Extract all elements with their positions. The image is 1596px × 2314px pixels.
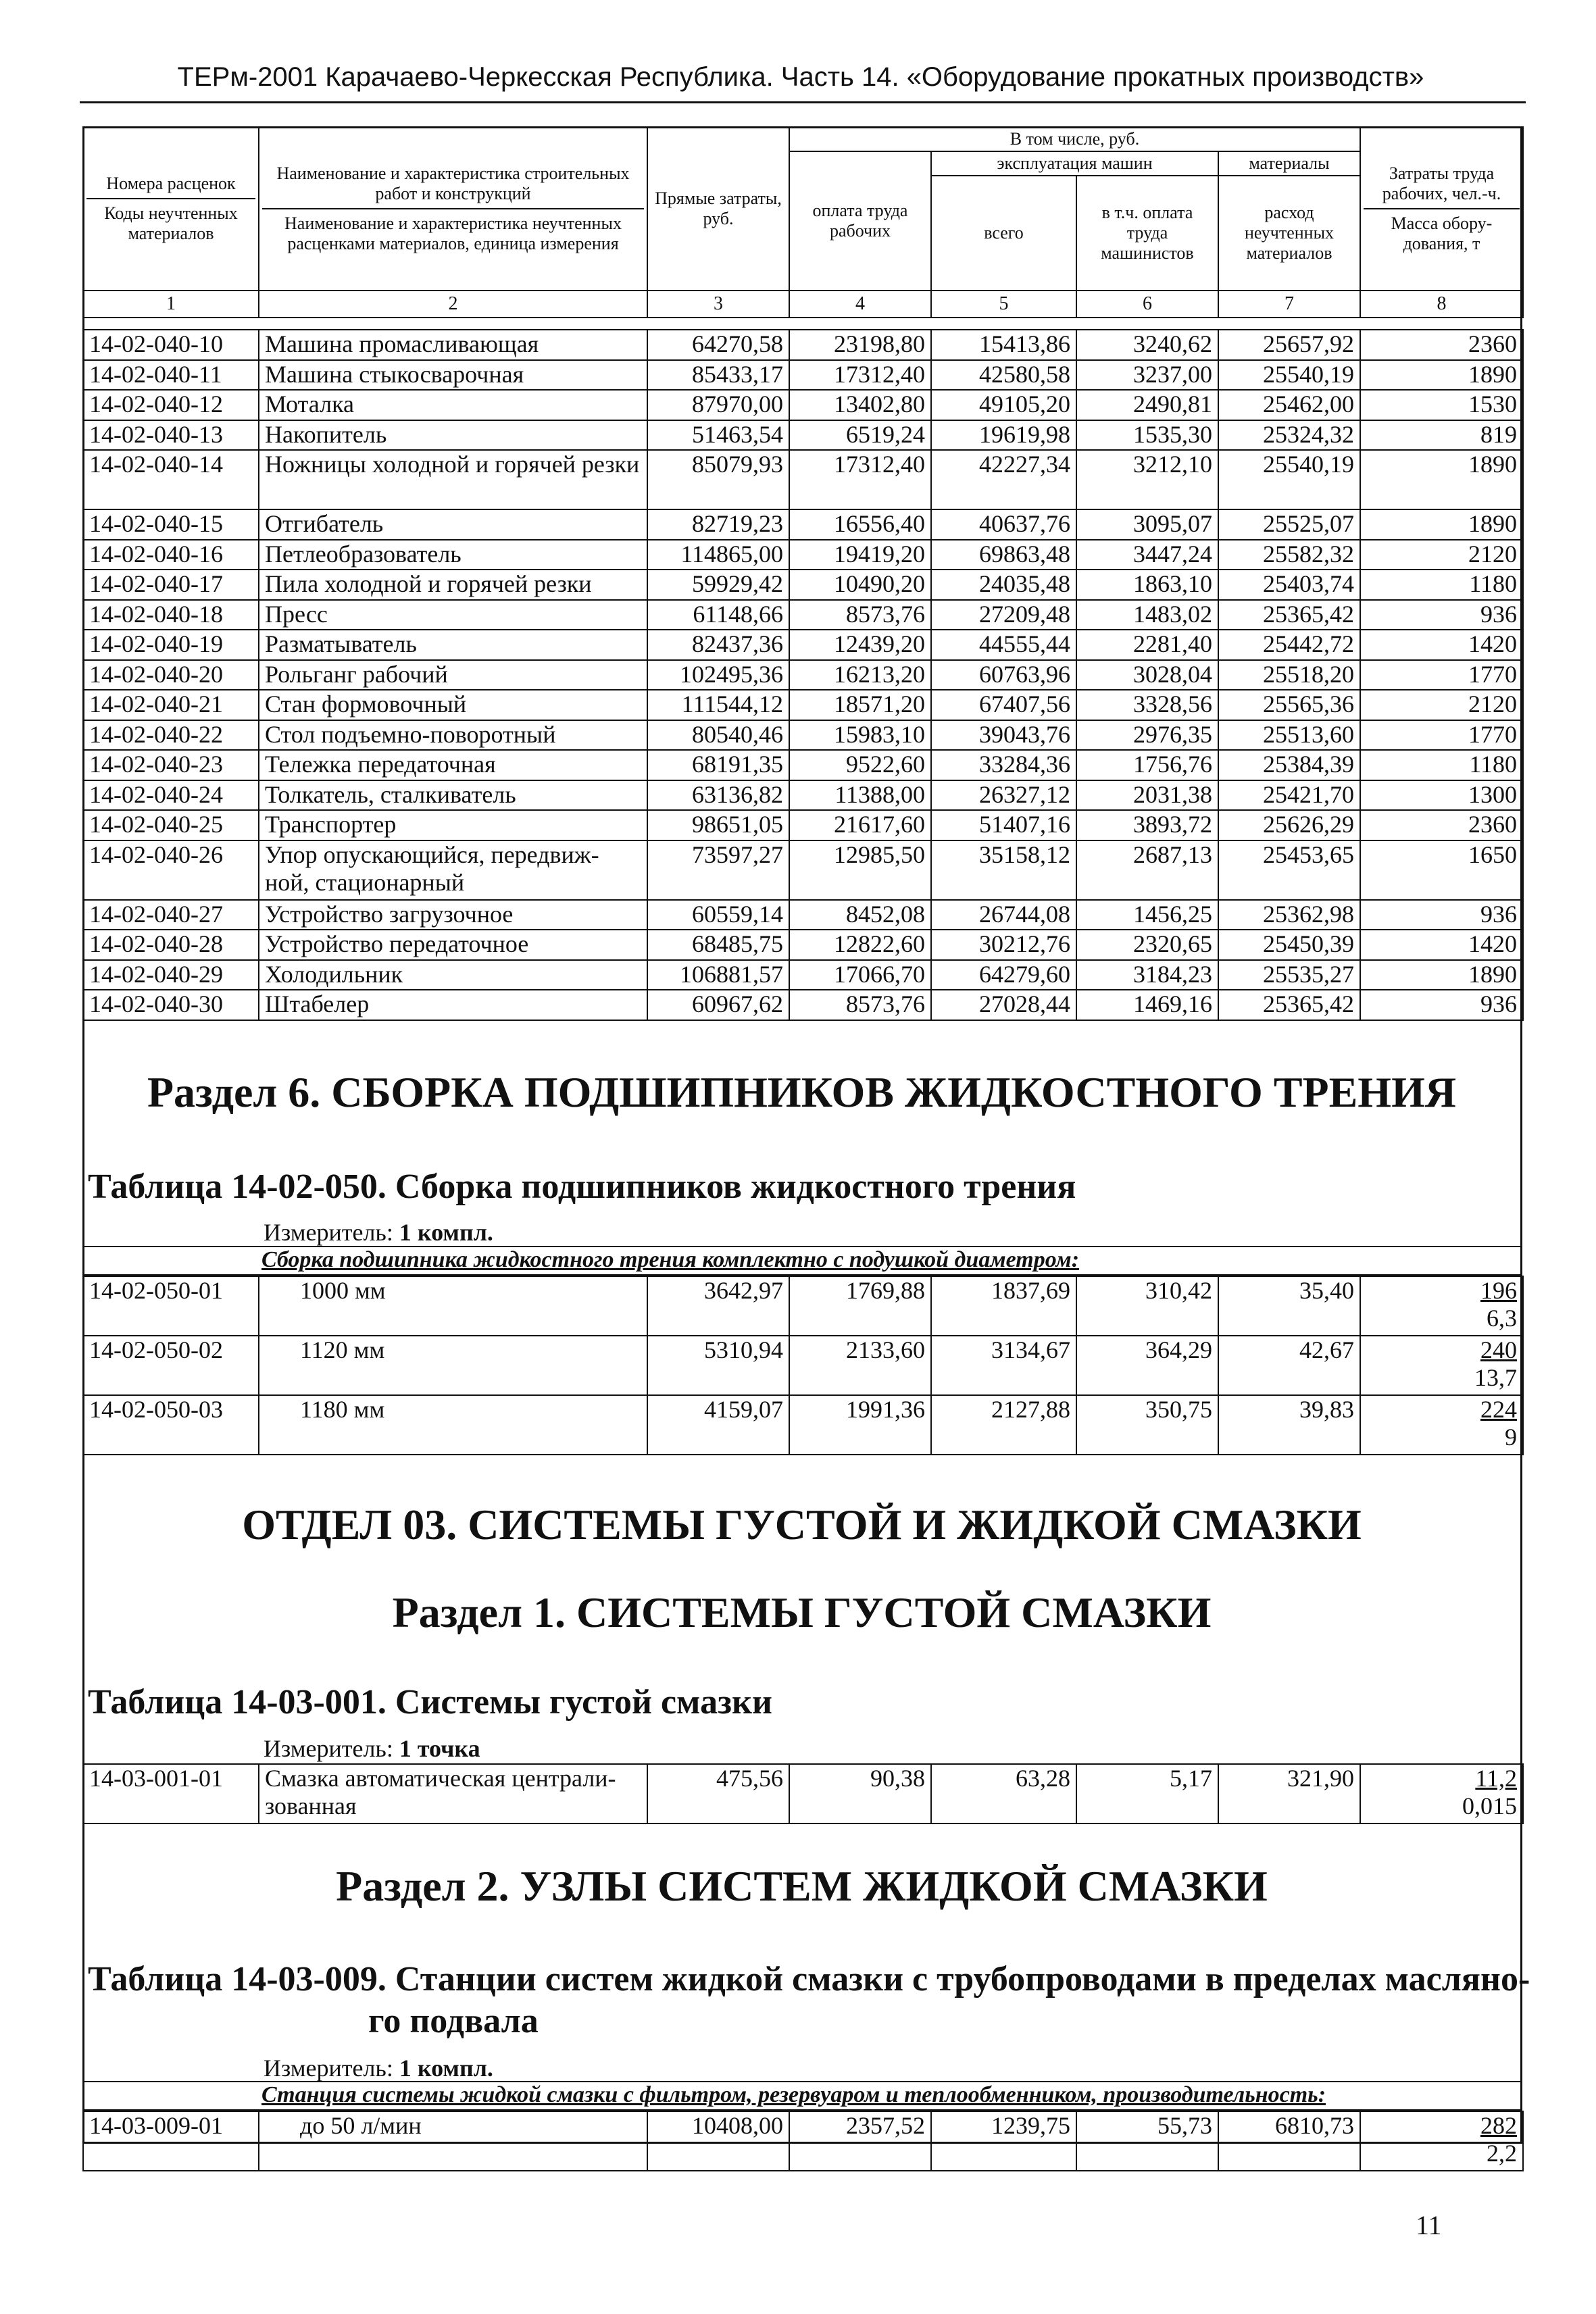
operator-pay: 3095,07 [1076, 509, 1218, 540]
measure-label: Измеритель: 1 компл. [264, 1219, 493, 1246]
rate-name: Пила холодной и горячей резки [259, 570, 647, 600]
worker-pay: 1769,88 [789, 1276, 931, 1336]
labor-hours: 1890 [1360, 509, 1523, 540]
rate-code: 14-02-040-30 [83, 990, 259, 1020]
operator-pay: 364,29 [1076, 1336, 1218, 1395]
operator-pay: 3028,04 [1076, 660, 1218, 690]
rate-code: 14-02-040-25 [83, 810, 259, 840]
dept03-title: ОТДЕЛ 03. СИСТЕМЫ ГУСТОЙ И ЖИДКОЙ СМАЗКИ [242, 1501, 1362, 1549]
rate-code: 14-02-040-29 [83, 960, 259, 990]
machines-total: 42580,58 [931, 360, 1076, 391]
worker-pay: 13402,80 [789, 390, 931, 420]
labor-hours: 1300 [1360, 780, 1523, 811]
col-labor-header: Затраты труда рабочих, чел.-ч. Масса обору-дования, т [1360, 127, 1523, 291]
worker-pay: 15983,10 [789, 720, 931, 751]
rate-code: 14-02-040-13 [83, 420, 259, 451]
rate-code: 14-03-009-01 [83, 2111, 259, 2171]
material-use: 25365,42 [1218, 600, 1360, 630]
operator-pay: 2281,40 [1076, 630, 1218, 660]
table-14-03-009-title-cont: го подвала [368, 2002, 539, 2040]
table-row [83, 660, 1523, 690]
machines-total: 2127,88 [931, 1395, 1076, 1455]
operator-pay: 1535,30 [1076, 420, 1218, 451]
col-number: 6 [1076, 291, 1218, 318]
machines-total: 27209,48 [931, 600, 1076, 630]
rate-code: 14-02-040-15 [83, 509, 259, 540]
operator-pay: 2687,13 [1076, 840, 1218, 900]
rate-code: 14-02-040-26 [83, 840, 259, 900]
worker-pay: 23198,80 [789, 330, 931, 360]
worker-pay: 10490,20 [789, 570, 931, 600]
col-number: 5 [931, 291, 1076, 318]
rate-name: Холодильник [259, 960, 647, 990]
table-row [83, 630, 1523, 660]
direct-cost: 102495,36 [647, 660, 789, 690]
table-row [83, 330, 1523, 360]
labor-hours: 1770 [1360, 660, 1523, 690]
rate-name: Устройство загрузочное [259, 900, 647, 930]
col-number: 4 [789, 291, 931, 318]
table-row [83, 840, 1523, 900]
operator-pay: 3212,10 [1076, 450, 1218, 509]
operator-pay: 1483,02 [1076, 600, 1218, 630]
material-use: 25540,19 [1218, 450, 1360, 509]
operator-pay: 3893,72 [1076, 810, 1218, 840]
table-row [83, 540, 1523, 570]
operator-pay: 3328,56 [1076, 690, 1218, 720]
rates-table [82, 329, 1524, 1021]
material-use: 25450,39 [1218, 930, 1360, 960]
rate-name: Разматыватель [259, 630, 647, 660]
material-use: 25421,70 [1218, 780, 1360, 811]
operator-pay: 2320,65 [1076, 930, 1218, 960]
rate-code: 14-02-050-02 [83, 1336, 259, 1395]
rate-code: 14-02-040-10 [83, 330, 259, 360]
col-material-use-header: расход неучтенных материалов [1218, 176, 1360, 291]
material-use: 25453,65 [1218, 840, 1360, 900]
worker-pay: 12822,60 [789, 930, 931, 960]
rate-code: 14-02-040-19 [83, 630, 259, 660]
labor-mass: $\frac{240}{13,7}$ [1360, 1336, 1523, 1395]
worker-pay: 19419,20 [789, 540, 931, 570]
table-row [83, 1336, 1523, 1395]
labor-hours: 1180 [1360, 750, 1523, 780]
labor-hours: 1420 [1360, 630, 1523, 660]
material-use: 25324,32 [1218, 420, 1360, 451]
operator-pay: 2976,35 [1076, 720, 1218, 751]
direct-cost: 60559,14 [647, 900, 789, 930]
table-14-03-009-title: Таблица 14-03-009. Станции систем жидкой смазки с трубопроводами в пределах масляно- [88, 1960, 1530, 1998]
rate-code: 14-02-040-11 [83, 360, 259, 391]
table-row [83, 1395, 1523, 1455]
section2-title: Раздел 2. УЗЛЫ СИСТЕМ ЖИДКОЙ СМАЗКИ [336, 1862, 1268, 1910]
machines-total: 26744,08 [931, 900, 1076, 930]
rate-name: Штабелер [259, 990, 647, 1020]
col-name-header: Наименование и характеристика строительных работ и конструкций Наименование и характеристика неучтенных расценками материалов, единица измерения [259, 127, 647, 291]
labor-hours: 2360 [1360, 330, 1523, 360]
table-row [83, 690, 1523, 720]
material-use: 25582,32 [1218, 540, 1360, 570]
rate-name: 1000 мм [259, 1276, 647, 1336]
machines-total: 44555,44 [931, 630, 1076, 660]
col-number: 3 [647, 291, 789, 318]
worker-pay: 1991,36 [789, 1395, 931, 1455]
operator-pay: 310,42 [1076, 1276, 1218, 1336]
material-use: 25540,19 [1218, 360, 1360, 391]
table-row [83, 1276, 1523, 1336]
direct-cost: 82437,36 [647, 630, 789, 660]
labor-hours: 1420 [1360, 930, 1523, 960]
rate-name: Петлеобразователь [259, 540, 647, 570]
direct-cost: 64270,58 [647, 330, 789, 360]
rate-code: 14-02-040-21 [83, 690, 259, 720]
col-number: 8 [1360, 291, 1523, 318]
direct-cost: 98651,05 [647, 810, 789, 840]
direct-cost: 60967,62 [647, 990, 789, 1020]
worker-pay: 90,38 [789, 1764, 931, 1823]
worker-pay: 18571,20 [789, 690, 931, 720]
rate-name: Машина промасливающая [259, 330, 647, 360]
page-number: 11 [1416, 2210, 1442, 2240]
direct-cost: 111544,12 [647, 690, 789, 720]
labor-mass: $\frac{196}{6,3}$ [1360, 1276, 1523, 1336]
machines-total: 26327,12 [931, 780, 1076, 811]
machines-total: 1239,75 [931, 2111, 1076, 2171]
material-use: 42,67 [1218, 1336, 1360, 1395]
subhead-station: Станция системы жидкой смазки с фильтром, резервуаром и теплообменником, производительность: [82, 2081, 1522, 2111]
rate-code: 14-02-040-23 [83, 750, 259, 780]
rate-name: 1180 мм [259, 1395, 647, 1455]
labor-hours: 1180 [1360, 570, 1523, 600]
machines-total: 3134,67 [931, 1336, 1076, 1395]
labor-mass: $\frac{224}{9}$ [1360, 1395, 1523, 1455]
col-machines-total-header: всего [931, 176, 1076, 291]
col-number: 7 [1218, 291, 1360, 318]
table-row [83, 2111, 1523, 2171]
rate-code: 14-02-040-17 [83, 570, 259, 600]
machines-total: 49105,20 [931, 390, 1076, 420]
rate-code: 14-02-040-18 [83, 600, 259, 630]
worker-pay: 17312,40 [789, 450, 931, 509]
labor-hours: 1890 [1360, 960, 1523, 990]
machines-total: 39043,76 [931, 720, 1076, 751]
rate-name: Машина стыкосварочная [259, 360, 647, 391]
machines-total: 60763,96 [931, 660, 1076, 690]
operator-pay: 350,75 [1076, 1395, 1218, 1455]
subhead-bearing: Сборка подшипника жидкостного трения комплектно с подушкой диаметром: [82, 1246, 1522, 1276]
direct-cost: 82719,23 [647, 509, 789, 540]
rate-code: 14-02-050-03 [83, 1395, 259, 1455]
col-operator-pay-header: в т.ч. оплата труда машинистов [1076, 176, 1218, 291]
worker-pay: 8573,76 [789, 990, 931, 1020]
page-header: ТЕРм-2001 Карачаево-Черкесская Республика. Часть 14. «Оборудование прокатных производств» [177, 62, 1424, 92]
rate-name: Тележка передаточная [259, 750, 647, 780]
rate-name: Стол подъемно-поворотный [259, 720, 647, 751]
rate-code: 14-02-040-24 [83, 780, 259, 811]
table-14-03-001 [82, 1763, 1524, 1824]
worker-pay: 16213,20 [789, 660, 931, 690]
labor-hours: 936 [1360, 990, 1523, 1020]
operator-pay: 1456,25 [1076, 900, 1218, 930]
worker-pay: 12985,50 [789, 840, 931, 900]
operator-pay: 3237,00 [1076, 360, 1218, 391]
direct-cost: 85079,93 [647, 450, 789, 509]
material-use: 6810,73 [1218, 2111, 1360, 2171]
direct-cost: 59929,42 [647, 570, 789, 600]
table-14-03-001-title: Таблица 14-03-001. Системы густой смазки [88, 1683, 772, 1721]
operator-pay: 1756,76 [1076, 750, 1218, 780]
rate-name: 1120 мм [259, 1336, 647, 1395]
rate-code: 14-02-040-28 [83, 930, 259, 960]
rate-name: до 50 л/мин [259, 2111, 647, 2171]
worker-pay: 9522,60 [789, 750, 931, 780]
rate-code: 14-02-040-14 [83, 450, 259, 509]
worker-pay: 12439,20 [789, 630, 931, 660]
material-use: 25384,39 [1218, 750, 1360, 780]
labor-mass: $\frac{11,2}{0,015}$ [1360, 1764, 1523, 1823]
table-14-03-009 [82, 2111, 1524, 2171]
table-14-02-050-title: Таблица 14-02-050. Сборка подшипников жидкостного трения [88, 1167, 1076, 1206]
table-row [83, 900, 1523, 930]
labor-hours: 2360 [1360, 810, 1523, 840]
operator-pay: 3184,23 [1076, 960, 1218, 990]
direct-cost: 68485,75 [647, 930, 789, 960]
worker-pay: 8573,76 [789, 600, 931, 630]
material-use: 25657,92 [1218, 330, 1360, 360]
worker-pay: 6519,24 [789, 420, 931, 451]
worker-pay: 17312,40 [789, 360, 931, 391]
machines-total: 15413,86 [931, 330, 1076, 360]
direct-cost: 3642,97 [647, 1276, 789, 1336]
operator-pay: 1863,10 [1076, 570, 1218, 600]
table-row [83, 1764, 1523, 1823]
worker-pay: 11388,00 [789, 780, 931, 811]
col-group-header: В том числе, руб. [789, 127, 1360, 151]
operator-pay: 5,17 [1076, 1764, 1218, 1823]
machines-total: 67407,56 [931, 690, 1076, 720]
machines-total: 33284,36 [931, 750, 1076, 780]
labor-hours: 2120 [1360, 540, 1523, 570]
labor-hours: 1770 [1360, 720, 1523, 751]
labor-hours: 936 [1360, 600, 1523, 630]
material-use: 25535,27 [1218, 960, 1360, 990]
labor-mass: $\frac{282}{2,2}$ [1360, 2111, 1523, 2171]
header-rule [80, 101, 1526, 103]
direct-cost: 63136,82 [647, 780, 789, 811]
col-number: 1 [83, 291, 259, 318]
rate-code: 14-03-001-01 [83, 1764, 259, 1823]
table-row [83, 360, 1523, 391]
material-use: 321,90 [1218, 1764, 1360, 1823]
material-use: 39,83 [1218, 1395, 1360, 1455]
rate-name: Накопитель [259, 420, 647, 451]
table-row [83, 390, 1523, 420]
rate-code: 14-02-040-27 [83, 900, 259, 930]
table-row [83, 750, 1523, 780]
direct-cost: 80540,46 [647, 720, 789, 751]
section6-title: Раздел 6. СБОРКА ПОДШИПНИКОВ ЖИДКОСТНОГО ТРЕНИЯ [147, 1068, 1457, 1116]
table-row [83, 420, 1523, 451]
col-worker-pay-header: оплата труда рабочих [789, 151, 931, 291]
machines-total: 69863,48 [931, 540, 1076, 570]
rate-code: 14-02-040-16 [83, 540, 259, 570]
table-row [83, 509, 1523, 540]
table-row [83, 570, 1523, 600]
labor-hours: 1890 [1360, 360, 1523, 391]
rate-name: Моталка [259, 390, 647, 420]
operator-pay: 3447,24 [1076, 540, 1218, 570]
machines-total: 51407,16 [931, 810, 1076, 840]
material-use: 25518,20 [1218, 660, 1360, 690]
rate-code: 14-02-040-20 [83, 660, 259, 690]
direct-cost: 87970,00 [647, 390, 789, 420]
table-row [83, 720, 1523, 751]
labor-hours: 1890 [1360, 450, 1523, 509]
machines-total: 1837,69 [931, 1276, 1076, 1336]
col-direct-cost-header: Прямые затраты, руб. [647, 127, 789, 291]
material-use: 25442,72 [1218, 630, 1360, 660]
labor-hours: 936 [1360, 900, 1523, 930]
operator-pay: 1469,16 [1076, 990, 1218, 1020]
worker-pay: 16556,40 [789, 509, 931, 540]
rate-name: Пресс [259, 600, 647, 630]
material-use: 25565,36 [1218, 690, 1360, 720]
direct-cost: 106881,57 [647, 960, 789, 990]
direct-cost: 73597,27 [647, 840, 789, 900]
machines-total: 64279,60 [931, 960, 1076, 990]
table-row [83, 990, 1523, 1020]
worker-pay: 8452,08 [789, 900, 931, 930]
labor-hours: 819 [1360, 420, 1523, 451]
table-14-02-050 [82, 1276, 1524, 1455]
rate-code: 14-02-050-01 [83, 1276, 259, 1336]
material-use: 25525,07 [1218, 509, 1360, 540]
worker-pay: 2133,60 [789, 1336, 931, 1395]
column-header-table [82, 126, 1524, 318]
table-row [83, 600, 1523, 630]
direct-cost: 10408,00 [647, 2111, 789, 2171]
direct-cost: 475,56 [647, 1764, 789, 1823]
table-row [83, 930, 1523, 960]
measure-label: Измеритель: 1 компл. [264, 2055, 493, 2082]
material-use: 35,40 [1218, 1276, 1360, 1336]
operator-pay: 2031,38 [1076, 780, 1218, 811]
direct-cost: 4159,07 [647, 1395, 789, 1455]
labor-hours: 1650 [1360, 840, 1523, 900]
labor-hours: 2120 [1360, 690, 1523, 720]
machines-total: 63,28 [931, 1764, 1076, 1823]
col-number: 2 [259, 291, 647, 318]
direct-cost: 85433,17 [647, 360, 789, 391]
rate-name: Ножницы холодной и горячей резки [259, 450, 647, 509]
table-row [83, 450, 1523, 509]
col-machines-header: эксплуатация машин [931, 151, 1218, 176]
rate-name: Смазка автоматическая централи-зованная [259, 1764, 647, 1823]
labor-hours: 1530 [1360, 390, 1523, 420]
measure-label: Измеритель: 1 точка [264, 1735, 480, 1762]
direct-cost: 5310,94 [647, 1336, 789, 1395]
rate-name: Устройство передаточное [259, 930, 647, 960]
section1-title: Раздел 1. СИСТЕМЫ ГУСТОЙ СМАЗКИ [392, 1588, 1212, 1636]
direct-cost: 68191,35 [647, 750, 789, 780]
worker-pay: 21617,60 [789, 810, 931, 840]
machines-total: 35158,12 [931, 840, 1076, 900]
material-use: 25403,74 [1218, 570, 1360, 600]
rate-name: Стан формовочный [259, 690, 647, 720]
rate-name: Упор опускающийся, передвиж-ной, стационарный [259, 840, 647, 900]
direct-cost: 51463,54 [647, 420, 789, 451]
direct-cost: 61148,66 [647, 600, 789, 630]
worker-pay: 17066,70 [789, 960, 931, 990]
worker-pay: 2357,52 [789, 2111, 931, 2171]
material-use: 25362,98 [1218, 900, 1360, 930]
col-materials-header: материалы [1218, 151, 1360, 176]
machines-total: 42227,34 [931, 450, 1076, 509]
rate-name: Транспортер [259, 810, 647, 840]
col-codes-header: Номера расценок Коды неучтенных материалов [83, 127, 259, 291]
material-use: 25513,60 [1218, 720, 1360, 751]
rate-code: 14-02-040-12 [83, 390, 259, 420]
rate-name: Рольганг рабочий [259, 660, 647, 690]
table-row [83, 810, 1523, 840]
operator-pay: 2490,81 [1076, 390, 1218, 420]
rate-name: Отгибатель [259, 509, 647, 540]
machines-total: 19619,98 [931, 420, 1076, 451]
table-row [83, 780, 1523, 811]
operator-pay: 3240,62 [1076, 330, 1218, 360]
machines-total: 40637,76 [931, 509, 1076, 540]
table-row [83, 960, 1523, 990]
operator-pay: 55,73 [1076, 2111, 1218, 2171]
rate-code: 14-02-040-22 [83, 720, 259, 751]
machines-total: 24035,48 [931, 570, 1076, 600]
material-use: 25626,29 [1218, 810, 1360, 840]
material-use: 25462,00 [1218, 390, 1360, 420]
direct-cost: 114865,00 [647, 540, 789, 570]
machines-total: 30212,76 [931, 930, 1076, 960]
machines-total: 27028,44 [931, 990, 1076, 1020]
rate-name: Толкатель, сталкиватель [259, 780, 647, 811]
material-use: 25365,42 [1218, 990, 1360, 1020]
